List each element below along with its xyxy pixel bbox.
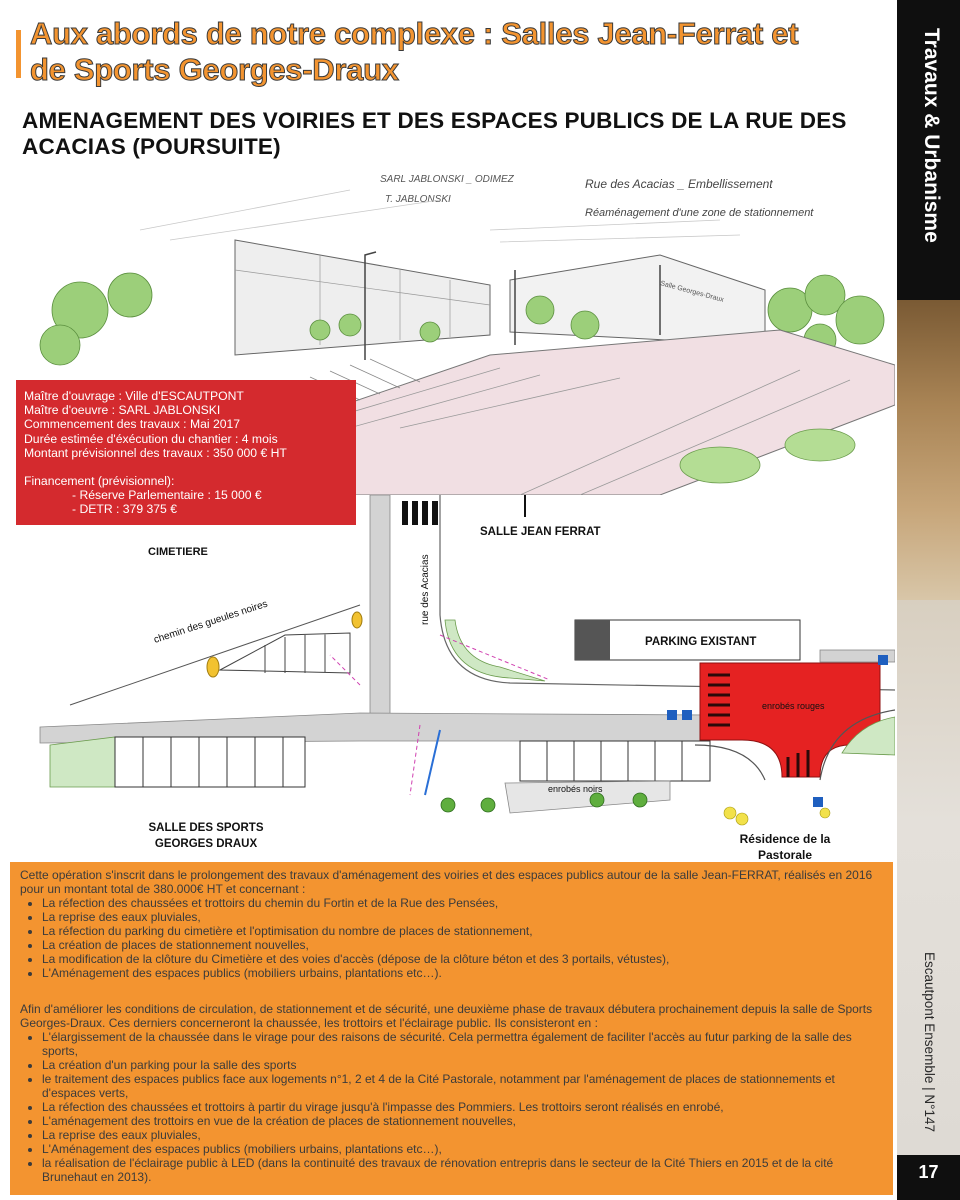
project-info-box: [16, 380, 356, 525]
sketch-label-author: T. JABLONSKI: [385, 194, 451, 205]
plan-parking-pastorale: [520, 741, 710, 781]
plan-label-enrobes-noirs: enrobés noirs: [548, 784, 603, 794]
list-item: • La modification de la clôture du Cimetière et des voies d'accès (dépose de la clôture béton et des 3 portails, vétustes),: [42, 952, 883, 966]
page-title: [30, 16, 890, 88]
plan-parking-sports: [115, 737, 305, 787]
list-item: • La réfection des chaussées et trottoirs du chemin du Fortin et de la Rue des Pensées,: [42, 896, 883, 910]
sketch-label-building: Salle Georges-Draux: [659, 280, 725, 304]
list-item: • le traitement des espaces publics face aux logements n°1, 2 et 4 de la Cité Pastorale, notamment par l'aménagement de places de stationnements et d'espaces verts,: [42, 1072, 883, 1100]
page-title-line-2: de Sports Georges-Draux: [30, 52, 399, 87]
plan-label-salle-jean-ferrat: SALLE JEAN FERRAT: [480, 526, 601, 538]
plan-sidewalk-acacias: [370, 495, 390, 715]
site-plan: [30, 495, 895, 860]
list-item: • L'aménagement des trottoirs en vue de la création de places de stationnement nouvelles,: [42, 1114, 883, 1128]
magazine-issue: Escautpont Ensemble | N°147: [922, 952, 937, 1133]
sketch-label-firm: SARL JABLONSKI _ ODIMEZ: [380, 174, 514, 185]
sidebar-photo: [897, 300, 960, 600]
list-item: • la réalisation de l'éclairage public à LED (dans la continuité des travaux de rénovation entrepris dans le secteur de la Cité Thiers en 2015 et de la cité Brunehaut en 2013).: [42, 1156, 883, 1184]
info-contractor: Maître d'oeuvre : SARL JABLONSKI: [24, 403, 221, 418]
plan-tree-marker-1: [207, 657, 219, 677]
plan-label-residence-2: Pastorale: [757, 848, 813, 860]
list-item: • L'élargissement de la chaussée dans le virage pour des raisons de sécurité. Cela permettra également de faciliter l'accès au futur parking de la salle des sports,: [42, 1030, 883, 1058]
list-item: • La création de places de stationnement nouvelles,: [42, 938, 883, 952]
info-start: Commencement des travaux : Mai 2017: [24, 417, 241, 432]
plan-label-chemin: chemin des gueules noires: [152, 598, 270, 646]
info-owner: Maître d'ouvrage : Ville d'ESCAUTPONT: [24, 389, 244, 403]
plan-label-parking-existant: PARKING EXISTANT: [645, 636, 757, 648]
phase1-list: [20, 896, 883, 980]
list-item: • La reprise des eaux pluviales,: [42, 1128, 883, 1142]
plan-label-salle-sports-2: GEORGES DRAUX: [154, 838, 258, 850]
phase1-intro: Cette opération s'inscrit dans le prolongement des travaux d'aménagement des voiries et des espaces publics autour de la salle Jean-FERRAT, réalisés en 2016 pour un montant total de 380.000€ HT et concernant :: [20, 868, 873, 896]
plan-cemetery-green: [50, 737, 115, 787]
info-financing-2: - DETR : 379 375 €: [72, 502, 177, 517]
plan-tree-marker-2: [352, 612, 362, 628]
list-item: • L'Aménagement des espaces publics (mobiliers urbains, plantations etc…),: [42, 1142, 883, 1156]
list-item: • La reprise des eaux pluviales,: [42, 910, 883, 924]
list-item: • La réfection du parking du cimetière et l'optimisation du nombre de places de stationnement,: [42, 924, 883, 938]
sidebar-strip: [897, 0, 960, 1200]
sketch-label-parking: Réaménagement d'une zone de stationnement: [585, 207, 814, 219]
page-title-line-1: Aux abords de notre complexe : Salles Jean-Ferrat et: [30, 16, 799, 51]
plan-parking-existant-block: [575, 620, 610, 660]
plan-label-rue-acacias: rue des Acacias: [420, 554, 431, 625]
info-duration: Durée estimée d'éxécution du chantier : 4 mois: [24, 431, 278, 446]
plan-label-enrobes-rouges: enrobés rouges: [762, 701, 825, 711]
article-body: [10, 862, 893, 1195]
info-amount: Montant prévisionnel des travaux : 350 000 € HT: [24, 445, 287, 460]
info-financing-title: Financement (prévisionnel):: [24, 474, 175, 489]
list-item: • La création d'un parking pour la salle des sports: [42, 1058, 883, 1072]
page-number: 17: [918, 1162, 939, 1182]
plan-label-residence-1: Résidence de la: [739, 832, 831, 846]
phase2-intro: Afin d'améliorer les conditions de circulation, de stationnement et de sécurité, une deuxième phase de travaux débutera prochainement depuis la salle de Sports Georges-Draux. Ces derniers concerneront la chaussée, les trottoirs et l'éclairage public. Ils consisteront en :: [20, 1002, 873, 1030]
page-subtitle: AMENAGEMENT DES VOIRIES ET DES ESPACES PUBLICS DE LA RUE DES ACACIAS (POURSUITE): [22, 108, 847, 159]
sketch-label-project: Rue des Acacias _ Embellissement: [585, 177, 773, 191]
list-item: • L'Aménagement des espaces publics (mobiliers urbains, plantations etc…).: [42, 966, 883, 980]
title-accent-bar: [16, 30, 21, 78]
plan-label-cemetery: CIMETIERE: [148, 546, 208, 558]
section-title: Travaux & Urbanisme: [920, 28, 943, 243]
plan-label-salle-sports-1: SALLE DES SPORTS: [148, 822, 264, 834]
list-item: • La réfection des chaussées et trottoirs à partir du virage jusqu'à l'impasse des Pommiers. Les trottoirs seront réalisés en enrobé,: [42, 1100, 883, 1114]
info-financing-1: - Réserve Parlementaire : 15 000 €: [72, 488, 262, 503]
phase2-list: [20, 1030, 883, 1184]
